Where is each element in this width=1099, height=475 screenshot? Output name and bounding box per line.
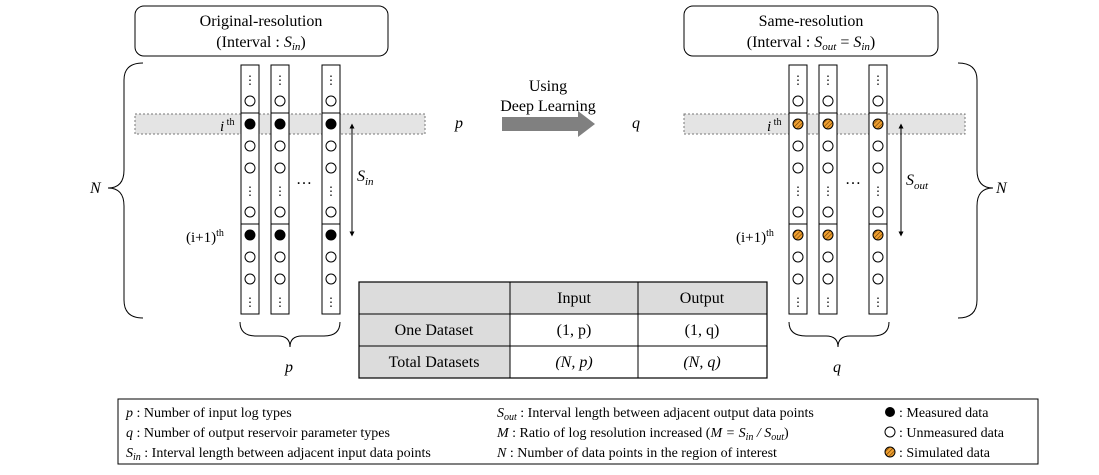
vertical-ellipsis: ⋮ bbox=[325, 295, 337, 309]
left-p-label: p bbox=[285, 359, 293, 376]
table-cell-total-output: (N, q) bbox=[683, 354, 721, 371]
vertical-ellipsis: ⋮ bbox=[822, 295, 834, 309]
unmeasured-point bbox=[793, 252, 803, 262]
unmeasured-point bbox=[275, 274, 285, 284]
left-col-ellipsis: … bbox=[296, 171, 312, 188]
vertical-ellipsis: ⋮ bbox=[822, 73, 834, 87]
unmeasured-point bbox=[873, 207, 883, 217]
legend-unmeasured: : Unmeasured data bbox=[899, 426, 1004, 441]
vertical-ellipsis: ⋮ bbox=[244, 184, 256, 198]
measured-point bbox=[326, 230, 336, 240]
simulated-point bbox=[873, 119, 883, 129]
vertical-ellipsis: ⋮ bbox=[244, 295, 256, 309]
right-brace-N bbox=[958, 63, 993, 318]
legend-measured: : Measured data bbox=[899, 406, 989, 421]
dataset-table bbox=[359, 282, 767, 378]
right-row-i1-label: $(i+1)^{th}$ bbox=[736, 228, 774, 246]
simulated-point bbox=[793, 230, 803, 240]
left-row-i1-label: $(i+1)^{th}$ bbox=[186, 228, 224, 246]
unmeasured-point bbox=[245, 274, 255, 284]
table-cell-one-output: (1, q) bbox=[684, 322, 720, 339]
legend bbox=[118, 399, 1038, 464]
unmeasured-point bbox=[793, 141, 803, 151]
table-cell-one-input: (1, p) bbox=[556, 322, 592, 339]
measured-point bbox=[275, 119, 285, 129]
right-title: Same-resolution bbox=[758, 13, 864, 30]
legend-sin: $S_{in}$ : Interval length between adjacent input data points bbox=[126, 446, 431, 463]
legend-sout: $S_{out}$ : Interval length between adjacent output data points bbox=[497, 406, 814, 423]
unmeasured-point bbox=[873, 274, 883, 284]
unmeasured-point bbox=[873, 141, 883, 151]
legend-unmeasured-dot bbox=[885, 427, 895, 437]
arrow-label-using: Using bbox=[528, 78, 568, 95]
unmeasured-point bbox=[245, 252, 255, 262]
vertical-ellipsis: ⋮ bbox=[792, 73, 804, 87]
unmeasured-point bbox=[823, 274, 833, 284]
unmeasured-point bbox=[326, 163, 336, 173]
measured-point bbox=[275, 230, 285, 240]
unmeasured-point bbox=[275, 252, 285, 262]
legend-simulated-dot bbox=[885, 447, 895, 457]
unmeasured-point bbox=[823, 163, 833, 173]
unmeasured-point bbox=[245, 163, 255, 173]
unmeasured-point bbox=[793, 207, 803, 217]
right-N-label: N bbox=[996, 180, 1007, 197]
vertical-ellipsis: ⋮ bbox=[792, 184, 804, 198]
table-row-label-one-dataset: One Dataset bbox=[394, 322, 474, 339]
simulated-point bbox=[873, 230, 883, 240]
vertical-ellipsis: ⋮ bbox=[274, 73, 286, 87]
unmeasured-point bbox=[326, 252, 336, 262]
legend-q: q : Number of output reservoir parameter types bbox=[126, 426, 390, 441]
unmeasured-point bbox=[326, 96, 336, 106]
legend-measured-dot bbox=[885, 407, 895, 417]
unmeasured-point bbox=[873, 252, 883, 262]
left-brace-p bbox=[240, 322, 340, 347]
left-brace-N bbox=[108, 63, 143, 318]
vertical-ellipsis: ⋮ bbox=[872, 295, 884, 309]
unmeasured-point bbox=[275, 96, 285, 106]
vertical-ellipsis: ⋮ bbox=[274, 295, 286, 309]
unmeasured-point bbox=[823, 141, 833, 151]
measured-point bbox=[245, 119, 255, 129]
unmeasured-point bbox=[793, 96, 803, 106]
table-header-input: Input bbox=[557, 290, 591, 307]
center-q-label: q bbox=[632, 115, 640, 132]
left-interval: (Interval : Sin) bbox=[216, 34, 306, 53]
unmeasured-point bbox=[275, 141, 285, 151]
vertical-ellipsis: ⋮ bbox=[274, 184, 286, 198]
vertical-ellipsis: ⋮ bbox=[325, 73, 337, 87]
table-row-label-total-datasets: Total Datasets bbox=[388, 354, 480, 371]
unmeasured-point bbox=[245, 141, 255, 151]
right-brace-q bbox=[789, 322, 889, 347]
legend-m: M : Ratio of log resolution increased $(M = S_{in} / S_{out})$ bbox=[497, 426, 789, 443]
vertical-ellipsis: ⋮ bbox=[822, 184, 834, 198]
legend-n: N : Number of data points in the region of interest bbox=[497, 446, 777, 461]
legend-simulated: : Simulated data bbox=[899, 446, 990, 461]
unmeasured-point bbox=[873, 163, 883, 173]
unmeasured-point bbox=[245, 96, 255, 106]
table-header-output: Output bbox=[679, 290, 725, 307]
legend-p: p : Number of input log types bbox=[126, 406, 292, 421]
unmeasured-point bbox=[823, 207, 833, 217]
table-cell-total-input: (N, p) bbox=[555, 354, 593, 371]
left-title: Original-resolution bbox=[199, 13, 323, 30]
right-col-ellipsis: … bbox=[845, 171, 861, 188]
measured-point bbox=[245, 230, 255, 240]
unmeasured-point bbox=[326, 141, 336, 151]
left-row-i-label: i $^{th}$ bbox=[220, 117, 235, 135]
unmeasured-point bbox=[823, 96, 833, 106]
unmeasured-point bbox=[275, 207, 285, 217]
simulated-point bbox=[823, 230, 833, 240]
vertical-ellipsis: ⋮ bbox=[872, 184, 884, 198]
vertical-ellipsis: ⋮ bbox=[244, 73, 256, 87]
unmeasured-point bbox=[873, 96, 883, 106]
vertical-ellipsis: ⋮ bbox=[325, 184, 337, 198]
unmeasured-point bbox=[275, 163, 285, 173]
center-p-label: p bbox=[455, 115, 463, 132]
left-N-label: N bbox=[90, 180, 101, 197]
simulated-point bbox=[823, 119, 833, 129]
right-row-i-label: i $^{th}$ bbox=[767, 117, 782, 135]
unmeasured-point bbox=[823, 252, 833, 262]
unmeasured-point bbox=[793, 274, 803, 284]
arrow-label-deep-learning: Deep Learning bbox=[500, 98, 596, 115]
unmeasured-point bbox=[326, 274, 336, 284]
vertical-ellipsis: ⋮ bbox=[792, 295, 804, 309]
simulated-point bbox=[793, 119, 803, 129]
s-out-label: $S_{out}$ bbox=[906, 172, 929, 192]
unmeasured-point bbox=[245, 207, 255, 217]
s-in-label: $S_{in}$ bbox=[357, 168, 374, 188]
vertical-ellipsis: ⋮ bbox=[872, 73, 884, 87]
measured-point bbox=[326, 119, 336, 129]
unmeasured-point bbox=[326, 207, 336, 217]
right-q-label: q bbox=[833, 359, 841, 376]
unmeasured-point bbox=[793, 163, 803, 173]
right-interval: (Interval : Sout = Sin) bbox=[746, 34, 876, 53]
